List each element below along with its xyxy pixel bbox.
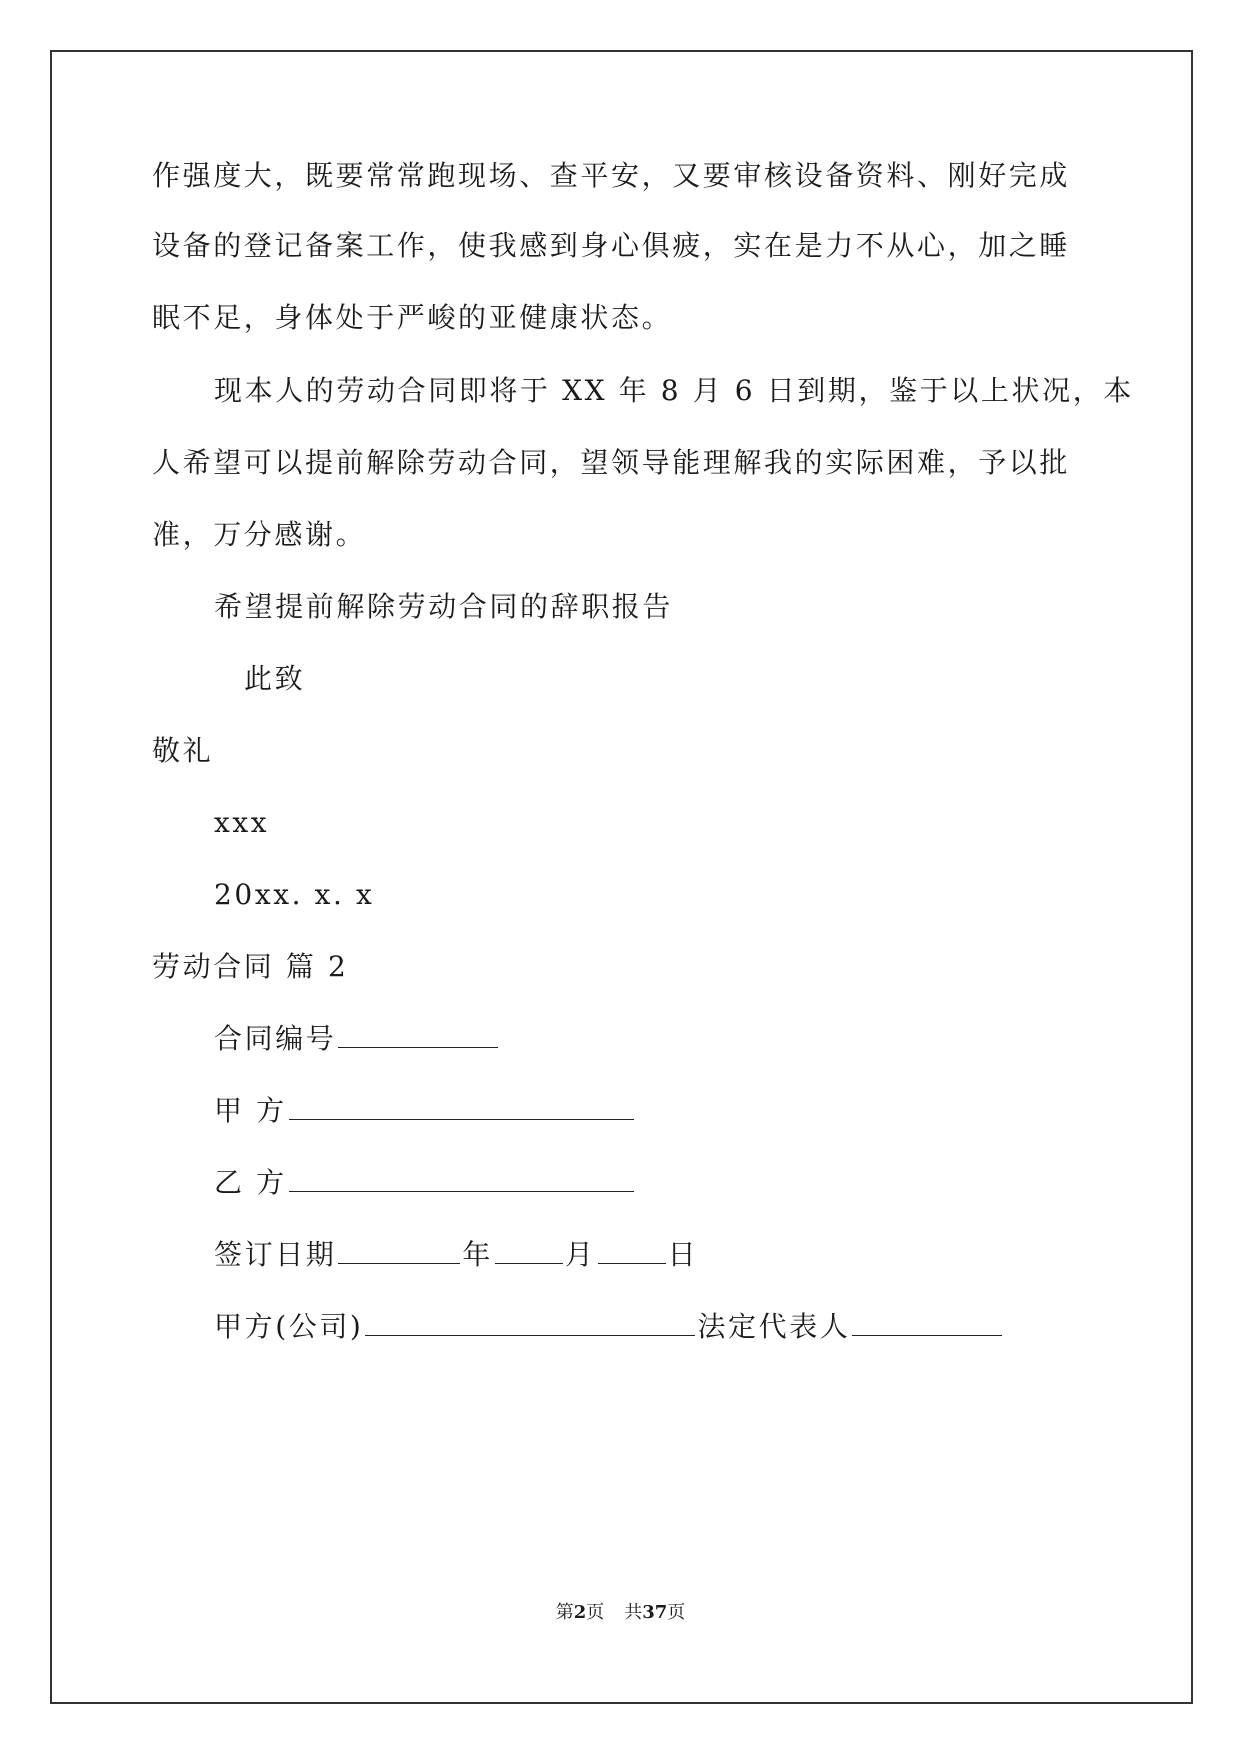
paragraph-1-line-2: 设备的登记备案工作，使我感到身心俱疲，实在是力不从心，加之睡 bbox=[152, 229, 1071, 262]
paragraph-1-line-1: 作强度大，既要常常跑现场、查平安，又要审核设备资料、刚好完成 bbox=[152, 159, 1071, 192]
party-a-row bbox=[214, 1093, 636, 1129]
contract-number-label: 合同编号 bbox=[214, 1022, 337, 1055]
party-a-company-blank bbox=[365, 1331, 695, 1336]
party-a-blank bbox=[289, 1115, 634, 1120]
current-page-number: 2 bbox=[573, 1602, 587, 1623]
month-label: 月 bbox=[565, 1238, 596, 1271]
party-b-label: 乙 方 bbox=[214, 1166, 287, 1199]
page-number-footer bbox=[0, 1602, 1241, 1624]
paragraph-1-line-3: 眠不足，身体处于严峻的亚健康状态。 bbox=[152, 301, 673, 334]
party-a-company-row bbox=[214, 1309, 1004, 1345]
total-suffix: 页 bbox=[667, 1602, 686, 1623]
year-blank bbox=[338, 1259, 460, 1264]
sign-date-row bbox=[214, 1237, 698, 1273]
paragraph-2-line-3: 准，万分感谢。 bbox=[152, 518, 367, 551]
total-page-count: 37 bbox=[642, 1602, 668, 1623]
total-prefix: 共 bbox=[624, 1602, 643, 1623]
paragraph-2-line-1: 现本人的劳动合同即将于 XX 年 8 月 6 日到期，鉴于以上状况，本 bbox=[214, 374, 1134, 407]
contract-number-row bbox=[214, 1021, 500, 1057]
signature-name: xxx bbox=[214, 806, 270, 839]
page-suffix: 页 bbox=[586, 1602, 605, 1623]
day-label: 日 bbox=[667, 1238, 699, 1271]
day-blank bbox=[598, 1259, 666, 1264]
section-title: 劳动合同 篇 2 bbox=[152, 950, 349, 983]
month-blank bbox=[495, 1259, 563, 1264]
legal-representative-blank bbox=[852, 1331, 1002, 1336]
contract-number-blank bbox=[338, 1043, 498, 1048]
report-subject: 希望提前解除劳动合同的辞职报告 bbox=[214, 590, 674, 623]
year-label: 年 bbox=[462, 1238, 494, 1271]
salutation: 敬礼 bbox=[152, 734, 214, 767]
sign-date-label: 签订日期 bbox=[214, 1238, 337, 1271]
page-prefix: 第 bbox=[555, 1602, 574, 1623]
legal-representative-label: 法定代表人 bbox=[697, 1310, 851, 1343]
party-b-blank bbox=[289, 1187, 634, 1192]
closing-phrase: 此致 bbox=[244, 662, 306, 695]
paragraph-2-line-2: 人希望可以提前解除劳动合同，望领导能理解我的实际困难，予以批 bbox=[152, 446, 1071, 479]
party-b-row bbox=[214, 1165, 636, 1201]
signature-date: 20xx. x. x bbox=[214, 878, 375, 911]
party-a-label: 甲 方 bbox=[214, 1094, 287, 1127]
party-a-company-label: 甲方(公司) bbox=[214, 1310, 364, 1343]
